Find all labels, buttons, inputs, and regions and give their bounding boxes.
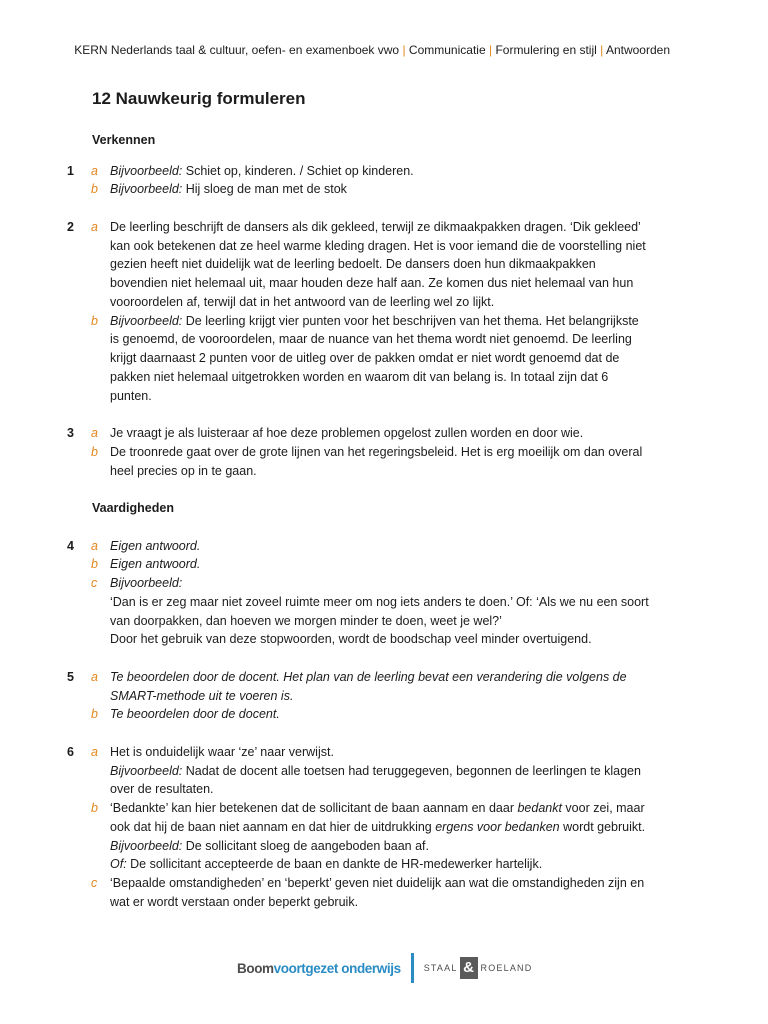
answer-text: Hij sloeg de man met de stok <box>182 182 347 197</box>
answer-text: bovendien niet helemaal uit, maar houden deze half aan. Ze komen dus niet helemaal van hun <box>110 276 634 291</box>
answers-content <box>0 131 768 912</box>
example-label: Bijvoorbeeld: <box>110 763 183 778</box>
answer-text: Te beoordelen door de docent. Het plan van de leerling bevat een verandering die volgens de <box>110 669 627 684</box>
breadcrumb-page: Antwoorden <box>605 43 670 57</box>
publisher-footer <box>237 952 532 984</box>
exercise-number: 4 <box>67 538 74 553</box>
answer-text: kan ook betekenen dat ze heel warme kleding dragen. Het is voor iemand die de voorstelling niet <box>110 238 646 253</box>
answer-line <box>110 330 768 349</box>
answer-line <box>110 743 768 762</box>
example-label: Bijvoorbeeld: <box>110 838 183 853</box>
part-letter: a <box>91 163 98 178</box>
answer-line <box>110 705 768 724</box>
exercise-number: 1 <box>67 163 74 178</box>
example-label: Bijvoorbeeld: <box>110 313 183 328</box>
page-title: 12 Nauwkeurig formuleren <box>92 89 306 108</box>
exercise-3 <box>0 424 768 480</box>
answer-text: punten. <box>110 388 152 403</box>
answer-text: Door het gebruik van deze stopwoorden, wordt de boodschap veel minder overtuigend. <box>110 632 592 647</box>
example-label: Bijvoorbeeld: <box>110 576 183 591</box>
breadcrumb-chapter: Communicatie <box>408 43 486 57</box>
answer-part <box>0 424 768 443</box>
answer-text: SMART-methode uit te voeren is. <box>110 688 294 703</box>
answer-line <box>110 574 768 593</box>
answer-part <box>0 443 768 481</box>
answer-line <box>110 293 768 312</box>
answer-text: Schiet op, kinderen. / Schiet op kinderen. <box>182 163 414 178</box>
answer-text: Je vraagt je als luisteraar af hoe deze problemen opgelost zullen worden en door wie. <box>110 426 584 441</box>
part-letter: b <box>91 182 98 197</box>
part-letter: b <box>91 444 98 459</box>
header-separator: | <box>600 43 604 57</box>
answer-part <box>0 799 768 874</box>
answer-part <box>0 537 768 556</box>
answer-line <box>110 462 768 481</box>
roeland-wordmark: ROELAND <box>480 963 533 973</box>
answer-line <box>110 555 768 574</box>
exercise-4 <box>0 537 768 650</box>
answer-text: De leerling krijgt vier punten voor het beschrijven van het thema. Het belangrijkste <box>182 313 639 328</box>
answer-line <box>110 387 768 406</box>
answer-text: ‘Dan is er zeg maar niet zoveel ruimte meer om nog iets anders te doen.’ Of: ‘Als we nu een soort <box>110 594 649 609</box>
part-letter: a <box>91 219 98 234</box>
book-title: KERN Nederlands taal & cultuur, oefen- en examenboek vwo <box>74 43 400 57</box>
answer-text: gezien heeft niet duidelijk wat de leerling bedoelt. De dansers doen hun dikmaakpakken <box>110 257 596 272</box>
answer-line <box>110 818 768 837</box>
exercise-2 <box>0 218 768 406</box>
answer-line <box>110 255 768 274</box>
running-header <box>74 43 670 57</box>
answer-text: pakken niet helemaal uitgetrokken worden en waarom dit van belang is. In totaal zijn dat 6 <box>110 369 609 384</box>
answer-text: is genoemd, de vooroordelen, maar de nuance van het thema wordt niet genoemd. De leerling <box>110 332 632 347</box>
part-letter: b <box>91 801 98 816</box>
answer-line <box>110 630 768 649</box>
section-heading: Verkennen <box>92 132 156 147</box>
answer-line <box>110 780 768 799</box>
answer-text: ‘Bepaalde omstandigheden’ en ‘beperkt’ geven niet duidelijk aan wat die omstandigheden zijn en <box>110 876 645 891</box>
boom-logo <box>237 961 401 976</box>
part-letter: a <box>91 669 98 684</box>
part-letter: b <box>91 707 98 722</box>
answer-text: vooroordelen af, terwijl dat in het antwoord van de leerling wel zo lijkt. <box>110 294 495 309</box>
answer-line <box>110 612 768 631</box>
ampersand-mark: & <box>460 957 478 979</box>
answer-line <box>110 162 768 181</box>
answer-text: wordt gebruikt. <box>559 819 646 834</box>
answer-part <box>0 874 768 912</box>
answer-part <box>0 668 768 706</box>
exercise-number: 5 <box>67 669 74 684</box>
answer-part <box>0 162 768 181</box>
answer-line <box>110 687 768 706</box>
answer-line <box>110 237 768 256</box>
answer-line <box>110 762 768 781</box>
staal-wordmark: STAAL <box>423 963 458 973</box>
exercise-6 <box>0 743 768 912</box>
answer-line <box>110 537 768 556</box>
answer-text: De sollicitant accepteerde de baan en dankte de HR-medewerker hartelijk. <box>126 857 543 872</box>
answer-text: ook dat hij de baan niet aannam en dat hier de uitdrukking <box>110 819 436 834</box>
part-letter: b <box>91 313 98 328</box>
part-letter: b <box>91 557 98 572</box>
answer-part <box>0 743 768 799</box>
voortgezet-onderwijs-wordmark: voortgezet onderwijs <box>273 960 401 976</box>
alternative-label: Of: <box>110 857 127 872</box>
answer-text: voor zei, maar <box>561 801 645 816</box>
answer-text: van doorpakken, dan hoeven we morgen minder te doen, weet je wel?’ <box>110 613 502 628</box>
answer-text: De sollicitant sloeg de aangeboden baan af. <box>182 838 429 853</box>
logo-divider <box>411 953 414 983</box>
answer-line <box>110 799 768 818</box>
part-letter: a <box>91 426 98 441</box>
breadcrumb-section: Formulering en stijl <box>495 43 597 57</box>
example-label: Bijvoorbeeld: <box>110 182 183 197</box>
answer-line <box>110 668 768 687</box>
answer-line <box>110 274 768 293</box>
section-heading: Vaardigheden <box>92 501 174 516</box>
exercise-1 <box>0 162 768 200</box>
answer-line <box>110 443 768 462</box>
staal-roeland-logo <box>424 957 533 979</box>
exercise-5 <box>0 668 768 724</box>
exercise-number: 2 <box>67 219 74 234</box>
header-separator: | <box>402 43 406 57</box>
answer-line <box>110 180 768 199</box>
answer-part <box>0 218 768 312</box>
exercise-number: 6 <box>67 744 74 759</box>
answer-text: Eigen antwoord. <box>110 557 201 572</box>
header-separator: | <box>488 43 493 57</box>
boom-wordmark: Boom <box>237 960 274 976</box>
answer-text: Te beoordelen door de docent. <box>110 707 280 722</box>
part-letter: c <box>91 576 98 591</box>
emphasized-term: bedankt <box>517 801 562 816</box>
part-letter: c <box>91 876 98 891</box>
answer-text: over de resultaten. <box>110 782 214 797</box>
answer-text: ‘Bedankte’ kan hier betekenen dat de sollicitant de baan aannam en daar <box>110 801 518 816</box>
part-letter: a <box>91 538 98 553</box>
answer-line <box>110 837 768 856</box>
answer-line <box>110 368 768 387</box>
emphasized-term: ergens voor bedanken <box>435 819 560 834</box>
answer-part <box>0 555 768 574</box>
answer-part <box>0 180 768 199</box>
answer-line <box>110 349 768 368</box>
example-label: Bijvoorbeeld: <box>110 163 183 178</box>
answer-line <box>110 855 768 874</box>
part-letter: a <box>91 744 98 759</box>
answer-text: De leerling beschrijft de dansers als dik gekleed, terwijl ze dikmaakpakken dragen. ‘Dik gekleed’ <box>110 219 641 234</box>
answer-line <box>110 218 768 237</box>
answer-text: De troonrede gaat over de grote lijnen van het regeringsbeleid. Het is erg moeilijk om dan overal <box>110 444 643 459</box>
answer-line <box>110 893 768 912</box>
answer-text: Eigen antwoord. <box>110 538 201 553</box>
answer-text: Het is onduidelijk waar ‘ze’ naar verwijst. <box>110 744 334 759</box>
answer-part <box>0 574 768 649</box>
answer-line <box>110 312 768 331</box>
answer-line <box>110 593 768 612</box>
answer-part <box>0 312 768 406</box>
answer-text: Nadat de docent alle toetsen had teruggegeven, begonnen de leerlingen te klagen <box>182 763 641 778</box>
exercise-number: 3 <box>67 426 74 441</box>
answer-part <box>0 705 768 724</box>
answer-text: heel precies op in te gaan. <box>110 463 257 478</box>
answer-text: krijgt daarnaast 2 punten voor de uitleg over de pakken omdat er niet wordt genoemd dat de <box>110 351 620 366</box>
answer-text: wat er wordt verstaan onder beperkt gebruik. <box>110 894 359 909</box>
answer-line <box>110 874 768 893</box>
answer-line <box>110 424 768 443</box>
